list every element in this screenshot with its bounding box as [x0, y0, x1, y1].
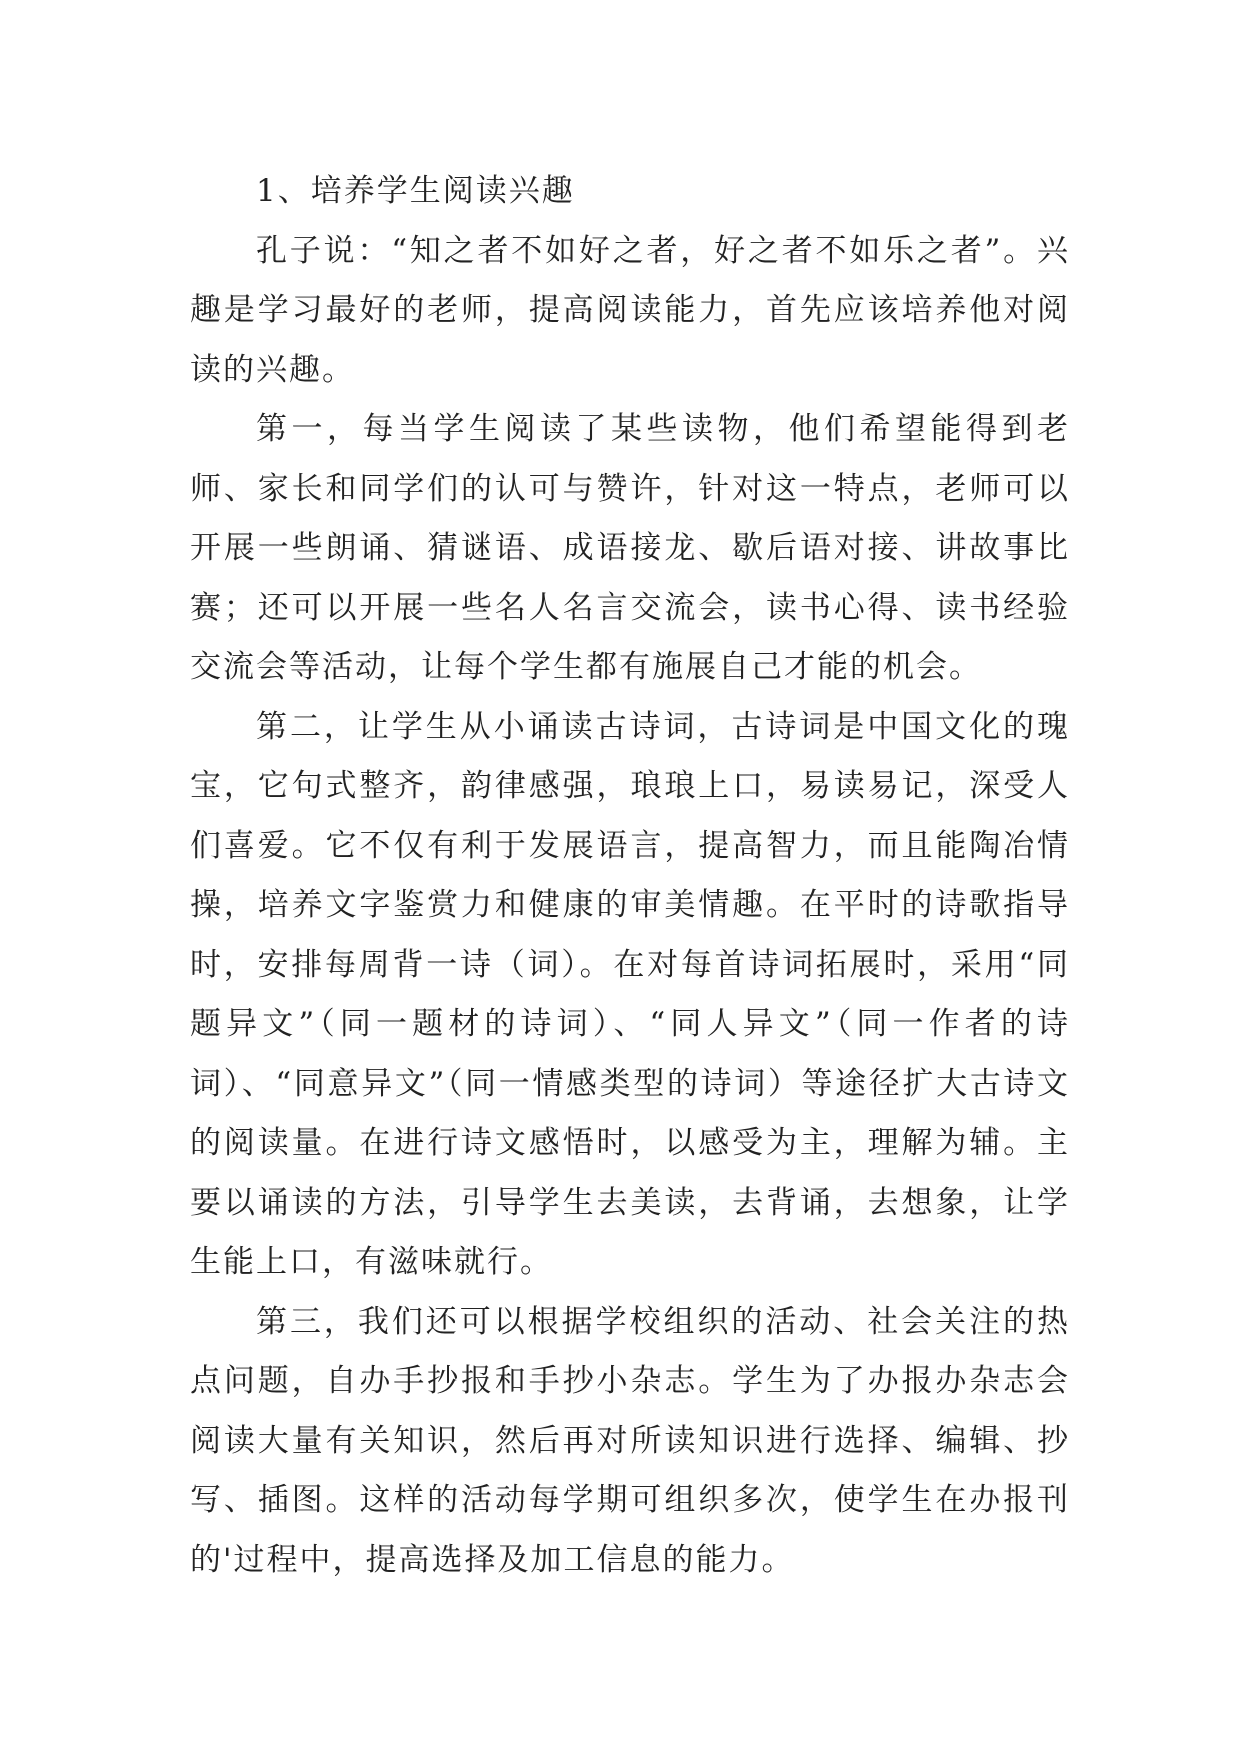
- section-heading: 1、培养学生阅读兴趣: [256, 173, 575, 209]
- paragraph-second-point: 第二，让学生从小诵读古诗词，古诗词是中国文化的瑰宝，它句式整齐，韵律感强，琅琅上口，易读易记，深受人们喜爱。它不仅有利于发展语言，提高智力，而且能陶冶情操，培养文字鉴赏力和健康的审美情趣。在平时的诗歌指导时，安排每周背一诗（词）。在对每首诗词拓展时，采用“同题异文”（同一题材的诗词）、“同人异文”（同一作者的诗词）、“同意异文”（同一情感类型的诗词）等途径扩大古诗文的阅读量。在进行诗文感悟时，以感受为主，理解为辅。主要以诵读的方法，引导学生去美读，去背诵，去想象，让学生能上口，有滋味就行。: [190, 708, 1070, 1280]
- paragraph-first-point: 第一，每当学生阅读了某些读物，他们希望能得到老师、家长和同学们的认可与赞许，针对这一特点，老师可以开展一些朗诵、猜谜语、成语接龙、歇后语对接、讲故事比赛；还可以开展一些名人名言交流会，读书心得、读书经验交流会等活动，让每个学生都有施展自己才能的机会。: [190, 411, 1070, 685]
- document-body: [190, 162, 1070, 1590]
- paragraph-interest-intro: 孔子说：“知之者不如好之者，好之者不如乐之者”。兴趣是学习最好的老师，提高阅读能力，首先应该培养他对阅读的兴趣。: [190, 232, 1070, 388]
- paragraph-third-point: 第三，我们还可以根据学校组织的活动、社会关注的热点问题，自办手抄报和手抄小杂志。学生为了办报办杂志会阅读大量有关知识，然后再对所读知识进行选择、编辑、抄写、插图。这样的活动每学期可组织多次，使学生在办报刊的'过程中，提高选择及加工信息的能力。: [190, 1303, 1070, 1578]
